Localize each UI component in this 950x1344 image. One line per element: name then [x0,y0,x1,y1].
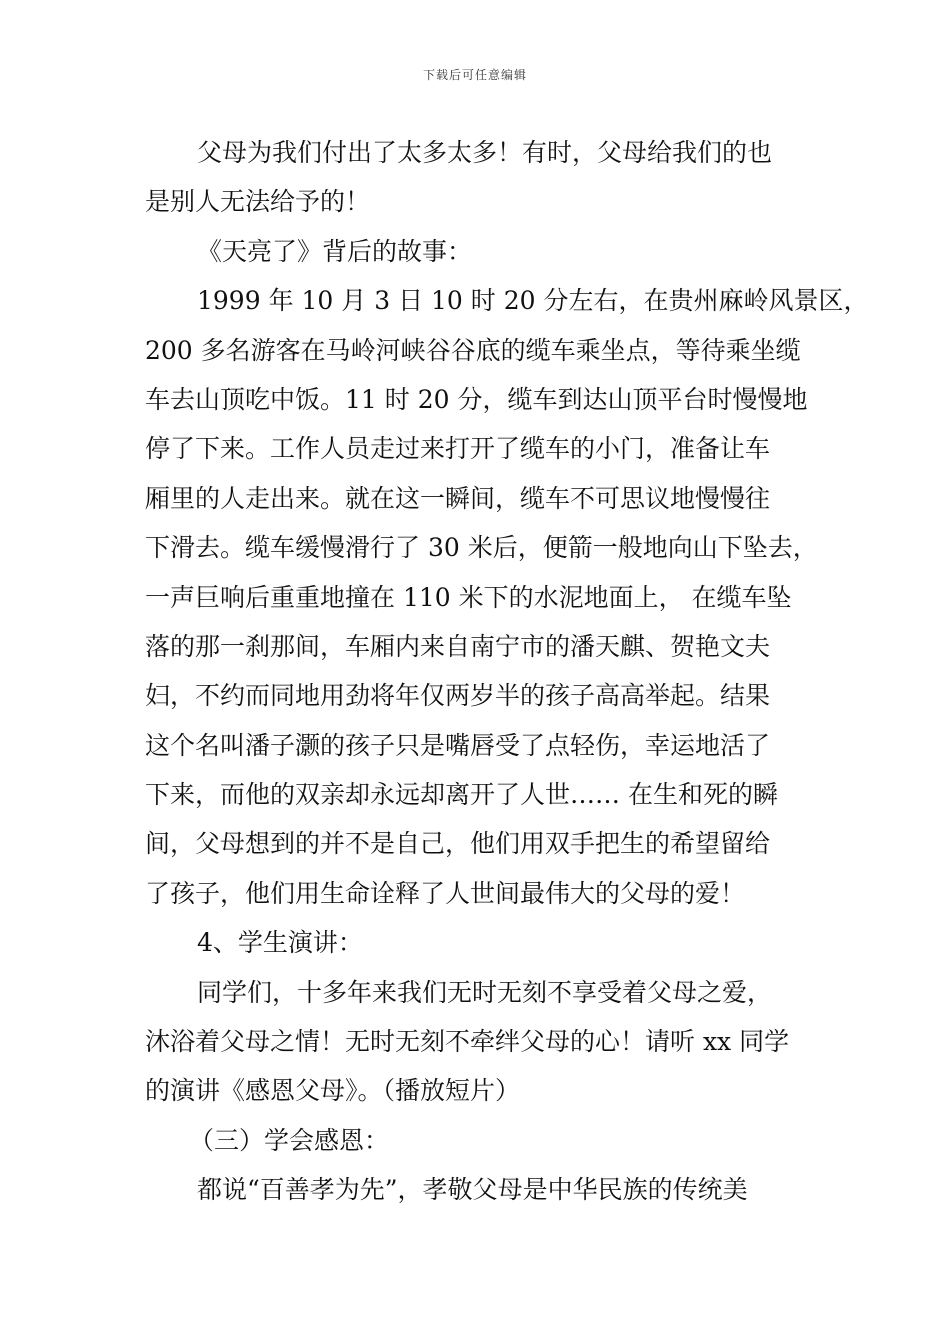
paragraph-line: 车去山顶吃中饭。11 时 20 分，缆车到达山顶平台时慢慢地 [145,384,808,414]
page-header: 下载后可任意编辑 [422,68,527,82]
paragraph-line: 停了下来。工作人员走过来打开了缆车的小门，准备让车 [145,434,771,464]
paragraph-line: 这个名叫潘子灏的孩子只是嘴唇受了点轻伤，幸运地活了 [145,730,771,760]
section-heading: 《天亮了》背后的故事： [197,236,473,266]
paragraph-line: 一声巨响后重重地撞在 110 米下的水泥地面上， 在缆车坠 [145,582,792,612]
paragraph-line: 厢里的人走出来。就在这一瞬间，缆车不可思议地慢慢往 [145,483,771,513]
paragraph-line: 是别人无法给予的！ [145,187,371,217]
paragraph-line: 沐浴着父母之情！无时无刻不牵绊父母的心！请听 xx 同学 [145,1027,790,1057]
paragraph-line: 了孩子，他们用生命诠释了人世间最伟大的父母的爱！ [145,878,746,908]
paragraph-line: 1999 年 10 月 3 日 10 时 20 分左右，在贵州麻岭风景区， [197,286,869,316]
paragraph-line: 下来，而他的双亲却永远却离开了人世…… 在生和死的瞬 [145,780,778,810]
paragraph-line: 父母为我们付出了太多太多！有时，父母给我们的也 [197,138,773,167]
paragraph-line: 都说“百善孝为先”，孝敬父母是中华民族的传统美 [197,1175,748,1205]
paragraph-line: 200 多名游客在马岭河峡谷谷底的缆车乘坐点，等待乘坐缆 [145,335,801,365]
document-body [145,128,869,1215]
section-heading: （三）学会感恩： [189,1125,390,1155]
paragraph-line: 的演讲《感恩父母》。（播放短片） [145,1076,521,1106]
paragraph-line: 妇，不约而同地用劲将年仅两岁半的孩子高高举起。结果 [145,681,771,711]
paragraph-line: 落的那一刹那间，车厢内来自南宁市的潘天麒、贺艳文夫 [145,631,771,661]
paragraph-line: 下滑去。缆车缓慢滑行了 30 米后，便箭一般地向山下坠去， [145,533,818,563]
section-heading: 4、学生演讲： [197,928,363,958]
paragraph-line: 同学们，十多年来我们无时无刻不享受着父母之爱， [197,977,773,1007]
paragraph-line: 间，父母想到的并不是自己，他们用双手把生的希望留给 [145,829,771,859]
